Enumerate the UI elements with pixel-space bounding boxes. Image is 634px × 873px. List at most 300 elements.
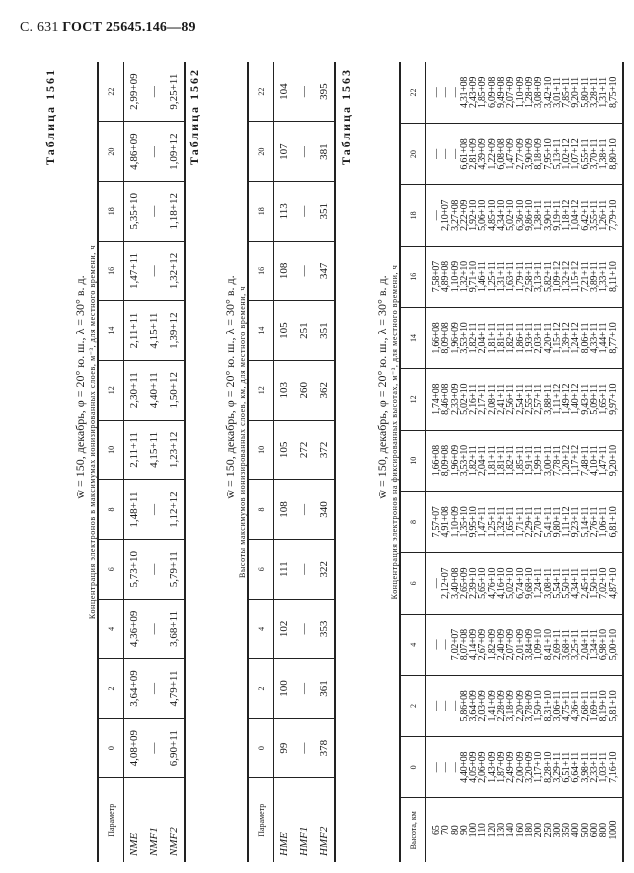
cell-value: 3,29+11 — [551, 752, 563, 783]
cell-value: 3,25+11 — [570, 629, 582, 661]
cell-value: 107 — [274, 122, 295, 182]
cell-value: — — [144, 539, 164, 599]
cell-value: 8,41+10 — [542, 629, 554, 661]
cell-value: 5,54+11 — [551, 568, 563, 599]
cell-value: 1,81+11 — [496, 445, 508, 477]
cell-value: 8,11+10 — [607, 261, 619, 293]
table-block-2 — [187, 62, 336, 862]
cell-value: 2,12+07 — [440, 567, 452, 599]
cell-value: 4,75+11 — [561, 690, 573, 722]
cell-value: 4,39+09 — [477, 138, 489, 170]
cell-value: — — [144, 718, 164, 778]
cell-value: 3,64+09 — [468, 690, 480, 722]
column-header-hour: 4 — [400, 614, 426, 675]
cell-value: 1,17+10 — [533, 751, 545, 783]
cell-value: 1,99+11 — [533, 445, 545, 477]
data-table — [247, 62, 336, 862]
cell-value: 1,38+11 — [533, 200, 545, 231]
cell-value: — — [294, 480, 314, 540]
cell-value: 9,25+11 — [164, 62, 185, 122]
cell-value: 4,36+09 — [124, 599, 145, 659]
cell-value: — — [449, 762, 461, 773]
cell-value: 3,98+11 — [579, 752, 591, 783]
cell-value: 5,13+11 — [551, 138, 563, 170]
cell-value: 9,97+10 — [607, 383, 619, 415]
cell-value: 3,90+11 — [542, 200, 554, 231]
cell-value: — — [144, 241, 164, 301]
cell-value: 2,55+11 — [523, 384, 535, 415]
cell-value: 3,42+10 — [542, 76, 554, 108]
table-title: w̄ = 150, декабрь, φ = 20° ю. ш., λ = 30° в. д. — [375, 275, 389, 499]
height-value: 500 — [579, 823, 591, 838]
cell-value: 1,32+12 — [561, 261, 573, 293]
cell-value: 2,70+11 — [533, 506, 545, 538]
row-parameter: HMF2 — [318, 826, 330, 856]
cell-value: — — [440, 701, 452, 711]
column-header-hour: 12 — [400, 369, 426, 430]
table-title: w̄ = 150, декабрь, φ = 20° ю. ш., λ = 30° в. д. — [73, 275, 87, 499]
cell-value: 1,07+12 — [570, 138, 582, 170]
cell-value: 1,93+11 — [523, 322, 535, 354]
cell-value: 4,15+11 — [144, 420, 164, 480]
cell-value: 5,02+10 — [505, 199, 517, 231]
cell-value: — — [144, 181, 164, 241]
cell-value: 1,79+11 — [514, 261, 526, 293]
cell-value: 5,02+10 — [458, 383, 470, 415]
cell-value: 2,11+11 — [124, 301, 145, 361]
cell-value: 5,80+11 — [579, 77, 591, 108]
cell-value: 4,89+08 — [440, 261, 452, 293]
cell-value: 6,36+10 — [514, 199, 526, 231]
cell-value: 1,43+09 — [486, 751, 498, 783]
cell-value: 8,09+08 — [440, 445, 452, 477]
cell-value: 8,07+08 — [458, 629, 470, 661]
cell-value: 1,47+11 — [598, 445, 610, 477]
cell-value: 3,88+11 — [542, 384, 554, 415]
cell-value: 1,39+12 — [561, 322, 573, 354]
cell-value: 2,76+11 — [589, 506, 601, 538]
cell-value: 1,32+10 — [458, 261, 470, 293]
cell-value: 1,12+12 — [164, 480, 185, 540]
cell-value: 2,33+11 — [589, 752, 601, 783]
cell-value: 105 — [274, 301, 295, 361]
cell-value: 1,10+09 — [449, 506, 461, 538]
cell-value: 5,00+10 — [607, 629, 619, 661]
cell-value: — — [431, 87, 442, 98]
cell-value: 7,16+10 — [607, 751, 619, 783]
cell-value: 1,40+12 — [570, 383, 582, 415]
cell-value: — — [294, 718, 314, 778]
cell-value: 2,04+11 — [477, 322, 489, 354]
column-header-hour: 16 — [400, 246, 426, 307]
cell-value: 99 — [274, 718, 295, 778]
cell-value: 2,03+11 — [533, 322, 545, 354]
cell-value: 5,09+11 — [589, 384, 601, 415]
cell-value: 4,85+10 — [486, 199, 498, 231]
cell-value: 2,04+11 — [579, 629, 591, 661]
cell-value: 251 — [294, 301, 314, 361]
cell-value: 9,71+10 — [468, 261, 480, 293]
cell-value: 3,18+09 — [505, 690, 517, 722]
cell-value: 5,02+10 — [505, 567, 517, 599]
cell-value: 105 — [274, 420, 295, 480]
cell-value: 2,77+09 — [514, 138, 526, 170]
cell-value: 6,81+10 — [607, 506, 619, 538]
cell-value: 2,68+11 — [579, 690, 591, 722]
column-header-hour: 20 — [248, 122, 274, 182]
table-block-3 — [339, 62, 624, 862]
cell-value: 1,48+11 — [124, 480, 145, 540]
cell-value: 2,08+11 — [486, 384, 498, 415]
cell-value: 2,22+09 — [458, 199, 470, 231]
cell-value: 8,19+10 — [598, 690, 610, 722]
cell-value: 100 — [274, 659, 295, 719]
cell-value: — — [294, 62, 314, 122]
cell-value: 1,71+11 — [514, 506, 526, 538]
hour-column — [426, 614, 623, 675]
cell-value: 113 — [274, 181, 295, 241]
cell-value: 351 — [314, 301, 335, 361]
cell-value: 3,78+09 — [523, 690, 535, 722]
cell-value: — — [144, 659, 164, 719]
column-header-hour: 12 — [248, 360, 274, 420]
cell-value: 7,57+07 — [431, 506, 442, 538]
cell-value: 4,05+09 — [468, 751, 480, 783]
cell-value: 5,41+11 — [542, 506, 554, 538]
table-row — [164, 62, 185, 862]
cell-value: 8,46+08 — [440, 383, 452, 415]
height-value: 110 — [477, 823, 489, 838]
hour-column — [426, 430, 623, 491]
table-subtitle: Концентрация электронов в максимумах ионизированных слоев, м⁻³, для местного времени, ч — [88, 244, 97, 620]
column-header-hour: 16 — [98, 241, 124, 301]
cell-value: 2,56+11 — [505, 384, 517, 415]
cell-value: 5,65+10 — [477, 567, 489, 599]
table-row — [426, 62, 623, 862]
cell-value: 272 — [294, 420, 314, 480]
cell-value: 1,96+09 — [449, 322, 461, 354]
cell-value: 3,40+08 — [449, 567, 461, 599]
cell-value: 2,03+09 — [477, 690, 489, 722]
cell-value: 4,33+11 — [589, 322, 601, 354]
cell-value: 1,25+11 — [486, 506, 498, 538]
height-value: 350 — [561, 823, 573, 838]
cell-value: 1,09+12 — [551, 261, 563, 293]
cell-value: 111 — [274, 539, 295, 599]
cell-value: 9,95+10 — [468, 506, 480, 538]
cell-value: 2,69+11 — [551, 629, 563, 661]
cell-value: 1,41+09 — [486, 690, 498, 722]
cell-value: 2,07+09 — [505, 629, 517, 661]
cell-value: 4,34+10 — [496, 199, 508, 231]
cell-value: — — [144, 122, 164, 182]
cell-value: 3,20+09 — [523, 751, 535, 783]
height-value: 250 — [542, 823, 554, 838]
cell-value: 5,73+10 — [124, 539, 145, 599]
cell-value: 8,31+10 — [542, 690, 554, 722]
cell-value: 4,14+09 — [468, 629, 480, 661]
cell-value: — — [440, 149, 452, 159]
cell-value: 395 — [314, 62, 335, 122]
cell-value: 2,07+09 — [505, 76, 517, 108]
height-value: 100 — [468, 823, 480, 838]
cell-value: 1,82+09 — [486, 629, 498, 661]
height-value: 160 — [514, 823, 526, 838]
cell-value: — — [440, 87, 452, 98]
data-table — [97, 62, 186, 862]
cell-value: 353 — [314, 599, 335, 659]
cell-value: 1,33+11 — [598, 261, 610, 293]
height-value: 400 — [570, 823, 582, 838]
cell-value: 4,34+11 — [570, 568, 582, 599]
cell-value: 1,87+09 — [496, 751, 508, 783]
cell-value: 5,35+10 — [124, 181, 145, 241]
column-header-hour: 8 — [98, 480, 124, 540]
table-row — [124, 62, 145, 862]
cell-value: 1,31+11 — [598, 77, 610, 108]
cell-value: 1,02+12 — [561, 138, 573, 170]
header-row — [248, 62, 274, 862]
cell-value: 1,96+09 — [449, 445, 461, 477]
cell-value: 1,32+11 — [496, 506, 508, 538]
cell-value: 4,76+10 — [486, 567, 498, 599]
cell-value: 340 — [314, 480, 335, 540]
cell-value: — — [144, 62, 164, 122]
cell-value: 1,31+11 — [496, 261, 508, 293]
cell-value: 2,65+09 — [458, 567, 470, 599]
cell-value: 8,77+10 — [607, 322, 619, 354]
row-parameter: NMF1 — [148, 827, 160, 856]
cell-value: 108 — [274, 480, 295, 540]
cell-value: 1,18+12 — [164, 181, 185, 241]
cell-value: 6,51+11 — [561, 752, 573, 783]
cell-value: 1,28+09 — [523, 76, 535, 108]
cell-value: 6,90+11 — [164, 718, 185, 778]
cell-value: 1,81+11 — [486, 322, 498, 354]
cell-value: 1,69+11 — [589, 690, 601, 722]
cell-value: 9,43+11 — [579, 384, 591, 415]
cell-value: 1,35+10 — [458, 506, 470, 538]
cell-value: 2,99+09 — [124, 62, 145, 122]
cell-value: 1,50+10 — [533, 690, 545, 722]
cell-value: 2,41+11 — [496, 384, 508, 415]
cell-value: — — [431, 762, 442, 773]
cell-value: 1,25+11 — [486, 261, 498, 293]
cell-value: 6,74+10 — [514, 567, 526, 599]
cell-value: 1,63+11 — [505, 261, 517, 293]
hour-column — [426, 62, 623, 123]
cell-value: 9,20+11 — [570, 77, 582, 108]
cell-value: 1,32+12 — [164, 241, 185, 301]
cell-value: 3,90+09 — [523, 138, 535, 170]
cell-value: 322 — [314, 539, 335, 599]
cell-value: 1,86+11 — [514, 322, 526, 354]
cell-value: 2,67+09 — [477, 629, 489, 661]
cell-value: 2,39+10 — [468, 567, 480, 599]
hour-column — [426, 123, 623, 184]
cell-value: 3,27+08 — [449, 199, 461, 231]
cell-value: 1,47+11 — [477, 506, 489, 538]
height-value: 90 — [458, 825, 470, 835]
header-row — [400, 62, 426, 862]
cell-value: 1,11+12 — [561, 506, 573, 538]
height-value: 120 — [486, 823, 498, 838]
data-table — [399, 62, 624, 862]
cell-value: 1,09+10 — [533, 629, 545, 661]
cell-value: 381 — [314, 122, 335, 182]
cell-value: 4,31+08 — [458, 76, 470, 108]
cell-value: 2,49+09 — [505, 751, 517, 783]
column-header-hour: 8 — [248, 480, 274, 540]
table-label: Таблица 1561 — [43, 68, 57, 165]
cell-value: 351 — [314, 181, 335, 241]
cell-value: 1,15+12 — [570, 261, 582, 293]
cell-value: 1,24+11 — [533, 568, 545, 599]
cell-value: 1,09+12 — [164, 122, 185, 182]
cell-value: 6,55+11 — [579, 138, 591, 170]
cell-value: 6,08+08 — [496, 138, 508, 170]
column-header-hour: 2 — [248, 659, 274, 719]
height-value: 200 — [533, 823, 545, 838]
cell-value: 3,89+11 — [589, 261, 601, 293]
cell-value: 7,02+10 — [598, 567, 610, 599]
cell-value: 2,81+09 — [468, 138, 480, 170]
cell-value: 5,14+11 — [579, 506, 591, 538]
cell-value: 1,15+12 — [551, 322, 563, 354]
cell-value: 361 — [314, 659, 335, 719]
column-header-hour: 10 — [248, 420, 274, 480]
row-parameter: NMF2 — [168, 827, 180, 856]
cell-value: 8,09+08 — [440, 322, 452, 354]
cell-value: 6,42+11 — [579, 200, 591, 231]
cell-value: 3,53+10 — [458, 322, 470, 354]
cell-value: 8,80+10 — [607, 138, 619, 170]
cell-value: 2,20+09 — [514, 690, 526, 722]
column-header-hour: 8 — [400, 491, 426, 552]
column-header-hour: 4 — [248, 599, 274, 659]
cell-value: 1,34+11 — [589, 629, 601, 661]
cell-value: 9,23+11 — [570, 506, 582, 538]
cell-value: 1,18+12 — [561, 199, 573, 231]
cell-value: 1,03+11 — [598, 752, 610, 783]
column-header-first: Параметр — [98, 778, 124, 862]
height-value: 180 — [523, 823, 535, 838]
column-header-hour: 6 — [400, 553, 426, 614]
column-header-hour: 10 — [98, 420, 124, 480]
cell-value: 9,20+10 — [607, 445, 619, 477]
cell-value: — — [431, 578, 442, 589]
cell-value: 2,28+09 — [496, 690, 508, 722]
cell-value: 7,21+11 — [579, 261, 591, 293]
cell-value: 6,09+08 — [486, 76, 498, 108]
table-row — [294, 62, 314, 862]
cell-value: 1,47+09 — [505, 138, 517, 170]
cell-value: 4,15+11 — [144, 301, 164, 361]
table-subtitle: Концентрация электронов на фиксированных высотах, м⁻³, для местного времени, ч — [390, 264, 399, 600]
height-value: 600 — [589, 823, 601, 838]
cell-value: 1,46+11 — [477, 261, 489, 293]
cell-value: — — [431, 210, 442, 221]
cell-value: 2,40+09 — [496, 629, 508, 661]
cell-value: 2,45+11 — [579, 568, 591, 599]
cell-value: 2,11+11 — [124, 420, 145, 480]
hour-column — [426, 307, 623, 368]
cell-value: 1,47+11 — [124, 241, 145, 301]
cell-value: 2,29+11 — [523, 506, 535, 538]
cell-value: 6,64+11 — [570, 752, 582, 783]
cell-value: — — [449, 701, 461, 711]
cell-value: 1,20+12 — [561, 445, 573, 477]
cell-value: 1,24+12 — [570, 322, 582, 354]
cell-value: — — [294, 599, 314, 659]
cell-value: 1,91+11 — [523, 445, 535, 477]
cell-value: 9,80+11 — [551, 506, 563, 538]
column-header-hour: 4 — [98, 599, 124, 659]
row-parameter: HME — [278, 832, 290, 856]
cell-value: 3,28+11 — [589, 77, 601, 108]
table-label: Таблица 1563 — [339, 68, 353, 165]
column-header-hour: 14 — [98, 301, 124, 361]
column-header-hour: 14 — [400, 307, 426, 368]
cell-value: 1,66+08 — [431, 322, 442, 354]
height-column — [426, 798, 623, 862]
cell-value: 1,10+09 — [449, 261, 461, 293]
cell-value: 4,16+10 — [496, 567, 508, 599]
cell-value: 1,50+12 — [164, 360, 185, 420]
cell-value: — — [294, 659, 314, 719]
column-header-hour: 20 — [98, 122, 124, 182]
cell-value: 7,02+07 — [449, 629, 461, 661]
cell-value: 103 — [274, 360, 295, 420]
height-value: 800 — [598, 823, 610, 838]
cell-value: 5,86+08 — [458, 690, 470, 722]
cell-value: — — [294, 539, 314, 599]
cell-value: 6,61+08 — [458, 138, 470, 170]
column-header-hour: 18 — [400, 185, 426, 246]
hour-column — [426, 553, 623, 614]
cell-value: 1,81+11 — [486, 445, 498, 477]
cell-value: 1,50+11 — [589, 568, 601, 599]
hour-column — [426, 491, 623, 552]
cell-value: 1,85+09 — [477, 76, 489, 108]
table-row — [274, 62, 295, 862]
column-header-hour: 0 — [98, 718, 124, 778]
cell-value: — — [431, 701, 442, 711]
cell-value: 9,68+10 — [523, 567, 535, 599]
cell-value: — — [144, 480, 164, 540]
cell-value: 1,10+09 — [514, 76, 526, 108]
height-value: 130 — [496, 823, 508, 838]
cell-value: 1,06+11 — [598, 506, 610, 538]
height-value: 300 — [551, 823, 563, 838]
column-header-first: Параметр — [248, 778, 274, 862]
cell-value: 260 — [294, 360, 314, 420]
cell-value: 5,06+10 — [477, 199, 489, 231]
page-header — [20, 20, 196, 36]
cell-value: 8,18+09 — [533, 138, 545, 170]
cell-value: 3,00+11 — [542, 445, 554, 477]
cell-value: 8,06+11 — [579, 322, 591, 354]
cell-value: 347 — [314, 241, 335, 301]
cell-value: 7,78+11 — [551, 445, 563, 477]
column-header-hour: 16 — [248, 241, 274, 301]
height-value: 140 — [505, 823, 517, 838]
hour-column — [426, 675, 623, 736]
cell-value: 5,82+11 — [542, 261, 554, 293]
cell-value: 2,00+09 — [514, 751, 526, 783]
cell-value: — — [294, 241, 314, 301]
hour-column — [426, 246, 623, 307]
